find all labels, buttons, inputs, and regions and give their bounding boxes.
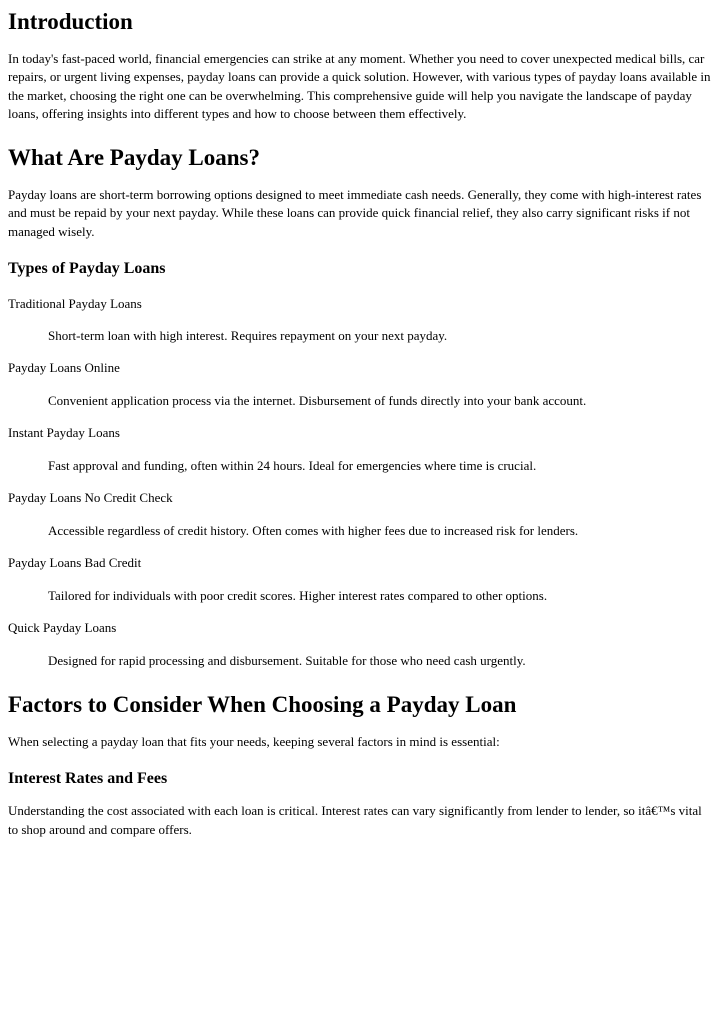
definition-term: Payday Loans No Credit Check [8, 490, 173, 506]
definition-term: Quick Payday Loans [8, 620, 117, 636]
page-title: Introduction [8, 9, 133, 34]
loan-types-definition-list [8, 295, 712, 670]
definition-term: Payday Loans Bad Credit [8, 555, 142, 571]
definition-description: Short-term loan with high interest. Requires repayment on your next payday. [48, 328, 448, 343]
section-heading-what-are-payday-loans: What Are Payday Loans? [8, 145, 260, 171]
factors-paragraph: When selecting a payday loan that fits your needs, keeping several factors in mind is essential: [8, 733, 500, 749]
intro-paragraph: In today's fast-paced world, financial emergencies can strike at any moment. Whether you need to cover unexpected medical bills, car repairs, or urgent living expenses, payday loans can provide a quick solution. However, with various types of payday loans available in the market, choosing the right one can be overwhelming. This comprehensive guide will help you navigate the landscape of payday loans, offering insights into different types and how to choose between them effectively. [8, 50, 711, 121]
definition-description: Designed for rapid processing and disbursement. Suitable for those who need cash urgently. [48, 652, 526, 668]
article [8, 8, 712, 839]
definition-term: Instant Payday Loans [8, 425, 120, 441]
section-what-are-payday-loans [8, 144, 712, 241]
definition-term: Payday Loans Online [8, 360, 120, 376]
section-factors-to-consider [8, 691, 712, 751]
subsection-heading-types: Types of Payday Loans [8, 260, 166, 278]
section-introduction [8, 8, 712, 123]
definition-description: Convenient application process via the internet. Disbursement of funds directly into your bank account. [48, 392, 587, 408]
section-interest-rates-and-fees [8, 769, 712, 839]
definition-term: Traditional Payday Loans [8, 295, 142, 311]
definition-description: Fast approval and funding, often within 24 hours. Ideal for emergencies where time is crucial. [48, 457, 537, 473]
interest-rates-paragraph: Understanding the cost associated with each loan is critical. Interest rates can vary significantly from lender to lender, so itâ€™s vital to shop around and compare offers. [8, 803, 702, 837]
subsection-heading-interest-rates: Interest Rates and Fees [8, 770, 168, 788]
definition-description: Accessible regardless of credit history. Often comes with higher fees due to increased risk for lenders. [48, 522, 579, 538]
section-heading-factors: Factors to Consider When Choosing a Payday Loan [8, 691, 517, 717]
section-types-of-payday-loans [8, 259, 712, 670]
what-are-paragraph: Payday loans are short-term borrowing options designed to meet immediate cash needs. Generally, they come with high-interest rates and must be repaid by your next payday. While these loans can provide quick financial relief, they also carry significant risks if not managed wisely. [8, 187, 702, 239]
definition-description: Tailored for individuals with poor credit scores. Higher interest rates compared to other options. [48, 587, 548, 603]
